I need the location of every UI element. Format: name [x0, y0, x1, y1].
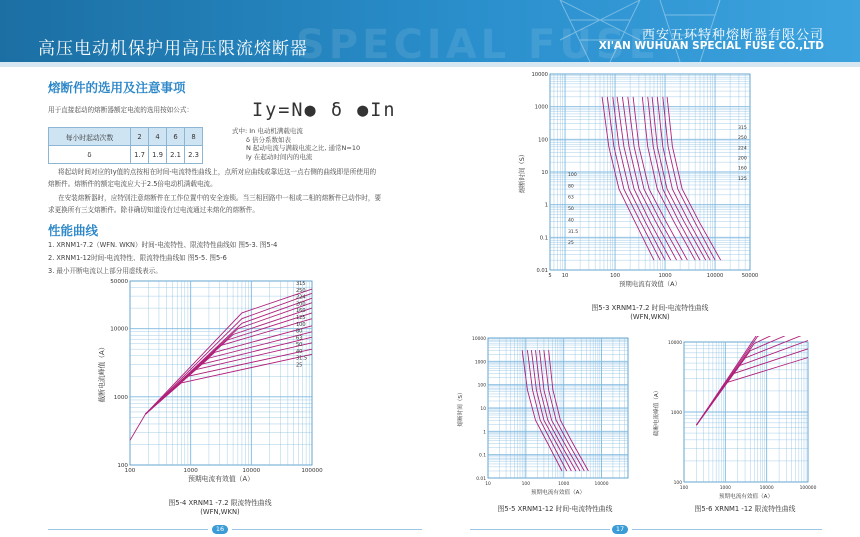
- caption-line: (WFN,WKN): [200, 507, 240, 516]
- y-tick-label: 0.1: [539, 235, 548, 242]
- plot-area: [130, 281, 312, 465]
- paragraph-line: 求更换所有三支熔断件。除非确切知道没有过电流通过未熔化的熔断件。: [48, 206, 259, 214]
- table-header-label: 每小时起动次数: [49, 128, 131, 146]
- rating-label: 40: [296, 348, 303, 355]
- rating-label: 224: [296, 294, 306, 301]
- rating-label: 31.5: [296, 355, 308, 362]
- y-axis-title: 截断电流峰值（A）: [654, 387, 660, 437]
- x-tick-label: 10000: [242, 468, 261, 474]
- rating-label: 63: [296, 335, 303, 342]
- x-tick-label: 100: [610, 273, 621, 279]
- x-axis-title: 预期电流有效值（A）: [619, 280, 681, 288]
- y-tick-label: 1000: [474, 360, 486, 366]
- chart-fig-5-3: [508, 68, 770, 288]
- x-tick-label: 100: [124, 468, 136, 474]
- rating-label: 40: [568, 218, 574, 224]
- page-rule: [232, 529, 422, 530]
- x-axis-title: 预期电流有效值（A）: [188, 475, 254, 483]
- x-axis-title: 预期电流有效值（A）: [530, 490, 586, 496]
- x-tick-label: 10: [485, 482, 491, 487]
- y-axis-title: 熔断时间（S）: [458, 389, 464, 427]
- y-tick-label: 1: [544, 202, 548, 209]
- rating-label: 200: [296, 301, 306, 308]
- x-tick-label: 100000: [799, 486, 817, 491]
- rating-label: 200: [738, 156, 747, 162]
- x-tick-label: 10000: [594, 482, 609, 487]
- selection-section-title: 熔断件的选用及注意事项: [48, 80, 186, 95]
- rating-label: 224: [738, 146, 747, 152]
- x-tick-label: 1000: [183, 468, 198, 474]
- curve-list-item: 1. XRNM1-7.2（WFN. WKN）时间-电流特性、限流特性曲线如 图5-3. 图5-4: [48, 241, 278, 249]
- rating-label: 80: [296, 328, 303, 335]
- selection-intro: 用于直接起动的熔断器额定电流的选用按如公式：: [48, 106, 194, 114]
- y-tick-label: 10000: [531, 72, 548, 78]
- page-rule: [470, 529, 610, 530]
- header-watermark: SPECIAL FUSE: [296, 22, 660, 62]
- page-header: [0, 0, 860, 62]
- caption-line: 图5-3 XRNM1-7.2 时间-电流特性曲线: [591, 304, 709, 312]
- caption-fig-5-5: [460, 505, 650, 514]
- table-cell: 2.1: [167, 146, 185, 164]
- table-cell: 4: [149, 128, 167, 146]
- table-cell: 2: [131, 128, 149, 146]
- rating-label: 160: [738, 166, 747, 172]
- y-axis-title: 截断电流峰值（A）: [98, 343, 106, 403]
- y-tick-label: 100: [538, 137, 548, 144]
- y-tick-label: 50000: [110, 279, 128, 285]
- y-tick-label: 1000: [534, 104, 548, 111]
- x-tick-label: 100: [521, 482, 531, 487]
- company-name-en: XI'AN WUHUAN SPECIAL FUSE CO.,LTD: [598, 40, 824, 52]
- table-cell: 6: [167, 128, 185, 146]
- chart-fig-5-5: [452, 332, 642, 500]
- x-tick-label: 1000: [658, 273, 672, 279]
- curves-section-title: 性能曲线: [48, 223, 99, 238]
- x-tick-label: 1000: [558, 482, 570, 487]
- rating-label: 160: [296, 308, 306, 315]
- caption-fig-5-4: [110, 499, 330, 516]
- table-cell: 1.9: [149, 146, 167, 164]
- y-tick-label: 0.01: [476, 477, 486, 482]
- y-tick-label: 1000: [113, 394, 128, 401]
- y-tick-label: 10000: [668, 341, 682, 346]
- y-tick-label: 10: [541, 170, 548, 176]
- fuse-formula: Iy=N● δ ●In: [252, 100, 397, 121]
- page-number-left: 16: [212, 525, 228, 534]
- legend-line: Iy 在起动时间内的电流: [246, 152, 313, 161]
- y-tick-label: 1000: [670, 411, 682, 416]
- caption-line: (WFN,WKN): [630, 312, 670, 321]
- x-tick-label: 50000: [741, 273, 759, 279]
- y-tick-label: 1: [483, 430, 486, 436]
- delta-factor-table: [48, 127, 203, 164]
- paragraph-line: 将起动时间对应的Iy值的点按相在时间-电流特性曲线上，点所对应曲线或靠近这一点右侧的曲线即是所使用的: [58, 168, 377, 176]
- rating-label: 50: [296, 342, 303, 349]
- y-tick-label: 10: [480, 407, 486, 412]
- x-tick-label: 100: [679, 486, 689, 491]
- formula-legend: [232, 127, 360, 161]
- legend-line: N 起动电流与满载电流之比, 通常N=10: [246, 144, 361, 153]
- y-tick-label: 100: [673, 481, 682, 486]
- page-rule: [48, 529, 208, 530]
- caption-fig-5-6: [660, 505, 830, 514]
- rating-label: 250: [738, 136, 747, 142]
- rating-label: 125: [738, 176, 747, 182]
- caption-line: 图5-4 XRNM1 -7.2 限流特性曲线: [168, 499, 272, 507]
- y-tick-label: 100: [117, 463, 128, 469]
- curve-list-item: 3. 最小开断电流以上部分用虚线表示。: [48, 267, 162, 275]
- x-tick-label: 10000: [706, 273, 724, 279]
- x-tick-label: 10000: [759, 486, 774, 491]
- rating-label: 100: [568, 172, 577, 178]
- chart-fig-5-4: [84, 275, 336, 491]
- x-axis-title: 预期电流有效值（A）: [718, 494, 774, 500]
- paragraph-line: 在安装熔断器时，应特别注意熔断件在工作位置中的安全连锁。当三相回路中一相或二相的熔断件已动作时，要: [58, 194, 382, 202]
- page-number-right: 17: [612, 525, 628, 534]
- rating-label: 100: [296, 321, 306, 328]
- table-cell: 1.7: [131, 146, 149, 164]
- rating-label: 25: [568, 241, 574, 247]
- rating-label: 25: [296, 362, 303, 369]
- rating-label: 80: [568, 184, 574, 190]
- y-tick-label: 0.01: [536, 268, 548, 274]
- x-tick-label: 1000: [719, 486, 731, 491]
- table-cell: 8: [185, 128, 203, 146]
- y-tick-label: 10000: [110, 326, 128, 333]
- page-rule: [632, 529, 822, 530]
- x-tick-label: 5: [548, 273, 552, 279]
- rating-label: 63: [568, 195, 574, 201]
- y-axis-title: 熔断时间（S）: [518, 150, 526, 194]
- y-tick-label: 100: [477, 383, 486, 389]
- paragraph-line: 熔断件。熔断件的额定电流应大于2.5倍电动机满载电流。: [48, 180, 217, 188]
- header-strip: [0, 62, 860, 67]
- table-row-label: δ: [49, 146, 131, 164]
- rating-label: 125: [296, 314, 306, 321]
- legend-line: δ 倍分系数如表: [246, 135, 292, 144]
- curve-list-item: 2. XRNM1-12时间-电流特性、限流特性曲线如 图5-5. 图5-6: [48, 254, 227, 262]
- caption-line: 图5-5 XRNM1-12 时间-电流特性曲线: [497, 505, 613, 513]
- y-tick-label: 10000: [472, 337, 486, 342]
- rating-label: 250: [296, 287, 306, 294]
- chart-fig-5-6: [650, 336, 826, 500]
- document-title: 高压电动机保护用高压限流熔断器: [38, 39, 308, 59]
- table-cell: 2.3: [185, 146, 203, 164]
- legend-line: 式中: In 电动机满载电流: [232, 127, 303, 135]
- rating-label: 31.5: [568, 229, 579, 235]
- x-tick-label: 10: [561, 273, 569, 279]
- rating-label: 315: [296, 281, 306, 287]
- rating-label: 50: [568, 207, 574, 213]
- rating-label: 315: [738, 125, 747, 131]
- company-name-cn: 西安五环特种熔断器有限公司: [641, 28, 824, 43]
- caption-fig-5-3: [540, 304, 760, 321]
- y-tick-label: 0.1: [479, 453, 486, 459]
- x-tick-label: 100000: [301, 468, 323, 474]
- caption-line: 图5-6 XRNM1 -12 限流特性曲线: [694, 505, 796, 513]
